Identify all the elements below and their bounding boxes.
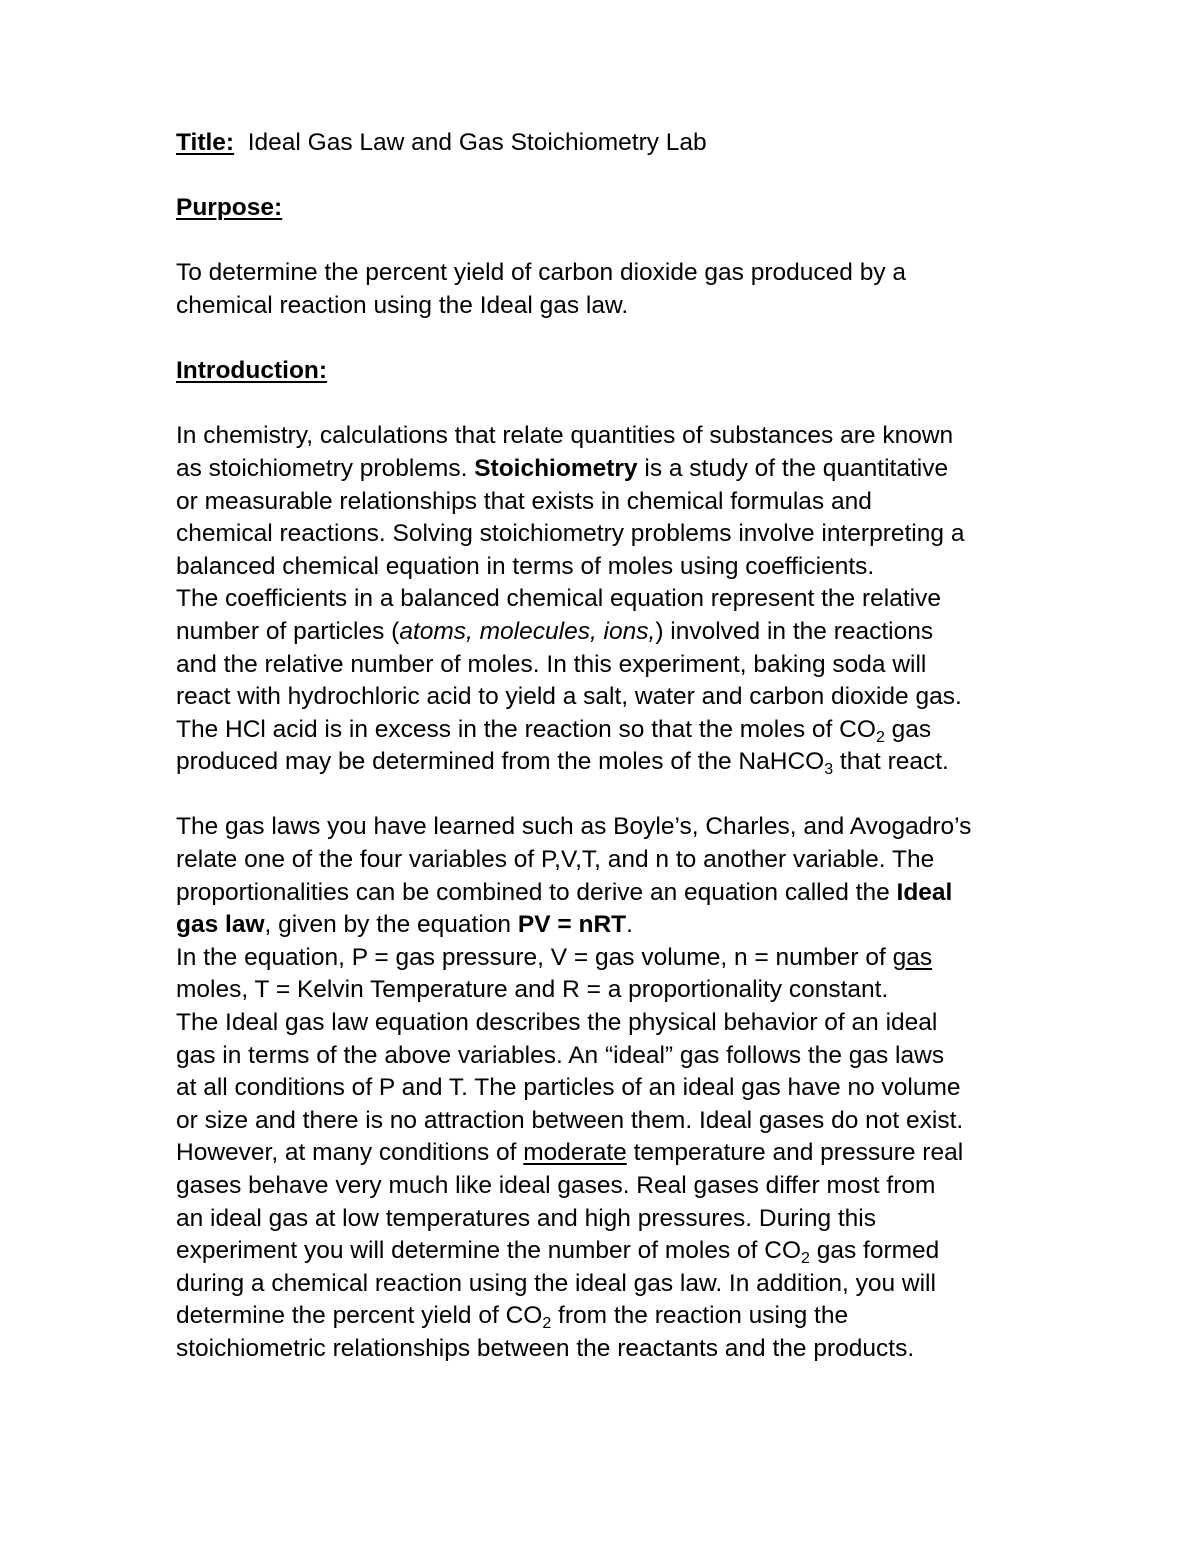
paragraph-line (176, 909, 1076, 942)
gas-law-term: gas law (176, 911, 265, 939)
text-run: as stoichiometry problems. (176, 454, 475, 482)
particles-italic: atoms, molecules, ions, (399, 617, 656, 645)
text-run: produced may be determined from the moles of the NaHCO (176, 748, 825, 776)
paragraph-line: react with hydrochloric acid to yield a salt, water and carbon dioxide gas. (176, 683, 962, 711)
paragraph-line: or size and there is no attraction between them. Ideal gases do not exist. (176, 1106, 964, 1134)
text-run: The HCl acid is in excess in the reaction so that the moles of CO (176, 715, 876, 743)
title-line (176, 127, 1076, 160)
purpose-line-1: To determine the percent yield of carbon dioxide gas produced by a (176, 259, 907, 287)
text-run: proportionalities can be combined to derive an equation called the (176, 878, 897, 906)
document-page (176, 127, 1076, 1366)
purpose-heading (176, 192, 1076, 225)
paragraph-line: The Ideal gas law equation describes the physical behavior of an ideal (176, 1009, 938, 1037)
equation-pv-nrt: PV = nRT (517, 911, 627, 939)
paragraph-line (176, 942, 1076, 975)
paragraph-line: In chemistry, calculations that relate quantities of substances are known (176, 422, 954, 450)
paragraph-line: stoichiometric relationships between the reactants and the products. (176, 1334, 915, 1362)
text-run: is a study of the quantitative (637, 454, 949, 482)
text-run: number of particles ( (176, 617, 400, 645)
paragraph-line (176, 1235, 1076, 1268)
purpose-line-2: chemical reaction using the Ideal gas law. (176, 291, 629, 319)
paragraph-line (176, 1137, 1076, 1170)
paragraph-line: and the relative number of moles. In this experiment, baking soda will (176, 650, 927, 678)
introduction-heading (176, 355, 1076, 388)
subscript: 2 (542, 1315, 552, 1333)
paragraph-line: relate one of the four variables of P,V,T, and n to another variable. The (176, 846, 935, 874)
text-run: . (626, 911, 633, 939)
paragraph-line: The gas laws you have learned such as Boyle’s, Charles, and Avogadro’s (176, 813, 972, 841)
text-run: gas (884, 715, 932, 743)
paragraph-line: The coefficients in a balanced chemical equation represent the relative (176, 585, 941, 613)
purpose-heading-text: Purpose: (176, 194, 283, 222)
text-run: that react. (833, 748, 949, 776)
text-run: , given by the equation (264, 911, 518, 939)
title-label: Title: (176, 129, 235, 156)
paragraph-line (176, 1300, 1076, 1333)
paragraph-line: or measurable relationships that exists in chemical formulas and (176, 487, 872, 515)
paragraph-line (176, 616, 1076, 649)
text-run: from the reaction using the (551, 1302, 849, 1330)
paragraph-line (176, 877, 1076, 910)
subscript: 2 (801, 1250, 810, 1268)
paragraph-line (176, 453, 1076, 486)
paragraph-line: gas in terms of the above variables. An “ideal” gas follows the gas laws (176, 1041, 945, 1069)
title-text: Ideal Gas Law and Gas Stoichiometry Lab (247, 129, 707, 156)
gas-underlined: gas (892, 943, 933, 971)
paragraph-line: an ideal gas at low temperatures and high pressures. During this (176, 1204, 876, 1232)
text-run: experiment you will determine the number of moles of CO (176, 1237, 802, 1265)
ideal-term: Ideal (896, 878, 953, 906)
paragraph-line: balanced chemical equation in terms of moles using coefficients. (176, 552, 875, 580)
subscript: 2 (875, 728, 885, 746)
moderate-underlined: moderate (523, 1139, 627, 1167)
paragraph-line: during a chemical reaction using the ideal gas law. In addition, you will (176, 1269, 936, 1297)
text-run: ) involved in the reactions (655, 617, 934, 645)
text-run: In the equation, P = gas pressure, V = gas volume, n = number of (176, 943, 893, 971)
text-run: temperature and pressure real (626, 1139, 964, 1167)
paragraph-line: gases behave very much like ideal gases. Real gases differ most from (176, 1172, 936, 1199)
paragraph-line: moles, T = Kelvin Temperature and R = a proportionality constant. (176, 976, 889, 1004)
introduction-heading-text: Introduction: (176, 357, 328, 385)
introduction-paragraph-2 (176, 811, 1076, 1365)
paragraph-line: chemical reactions. Solving stoichiometry problems involve interpreting a (176, 520, 965, 548)
stoichiometry-term: Stoichiometry (474, 454, 638, 482)
subscript: 3 (824, 761, 834, 779)
introduction-paragraph-1 (176, 420, 1076, 779)
paragraph-line (176, 714, 1076, 747)
paragraph-line (176, 746, 1076, 779)
paragraph-line: at all conditions of P and T. The particles of an ideal gas have no volume (176, 1074, 961, 1102)
text-run: determine the percent yield of CO (176, 1302, 543, 1330)
text-run: gas formed (809, 1237, 940, 1265)
text-run: However, at many conditions of (176, 1139, 524, 1167)
